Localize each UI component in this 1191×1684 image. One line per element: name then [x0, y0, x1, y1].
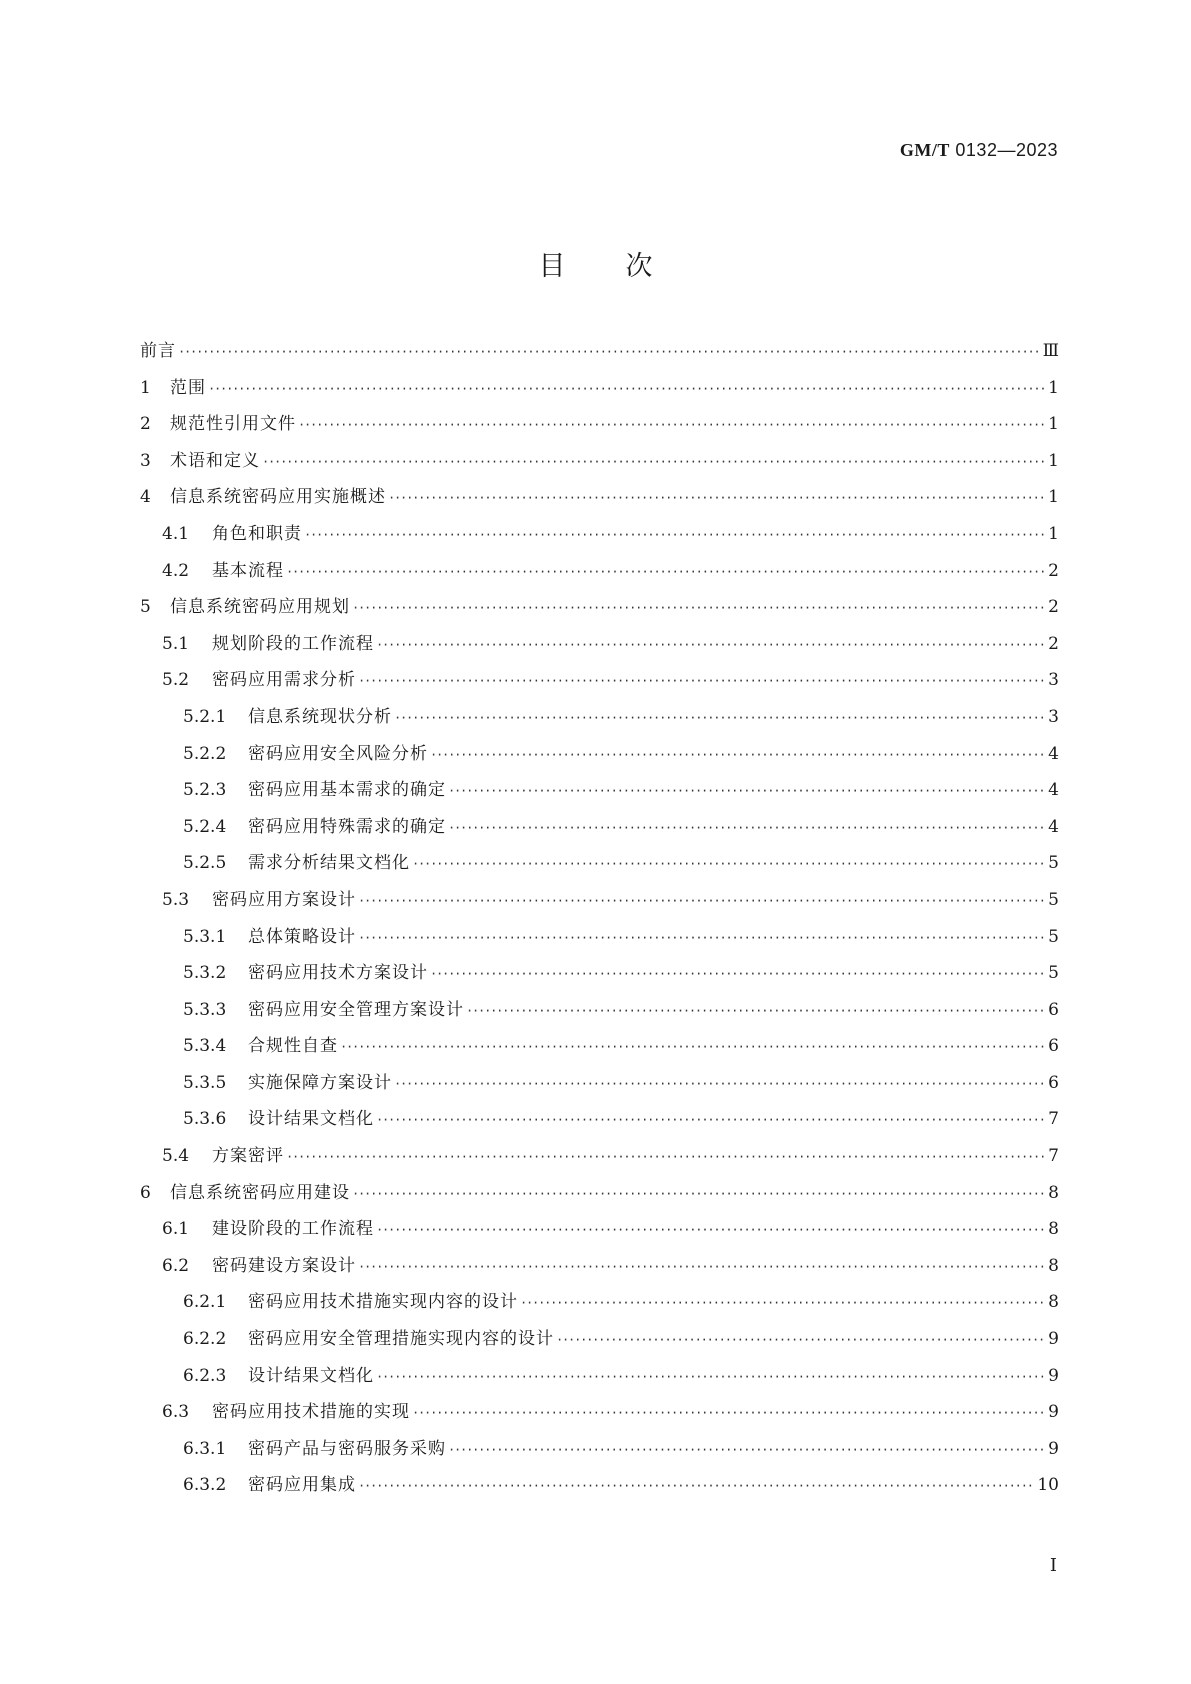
toc-dot-leader — [304, 523, 1046, 547]
toc-entry-number: 5.3.4 — [183, 1036, 227, 1057]
toc-dot-leader — [448, 1438, 1046, 1462]
toc-entry-page: 8 — [1048, 1255, 1059, 1276]
toc-entry[interactable] — [140, 705, 1059, 742]
toc-entry-title: 密码应用技术措施的实现 — [212, 1402, 410, 1423]
toc-dot-leader — [430, 743, 1046, 767]
toc-entry[interactable] — [140, 961, 1059, 998]
toc-entry[interactable] — [140, 815, 1059, 852]
toc-entry[interactable] — [140, 778, 1059, 815]
toc-dot-leader — [412, 1401, 1046, 1425]
page-number: I — [1049, 1555, 1057, 1576]
toc-dot-leader — [262, 450, 1046, 474]
toc-entry[interactable] — [140, 412, 1059, 449]
toc-entry-title: 密码应用方案设计 — [212, 889, 356, 910]
toc-entry-number: 6.2.1 — [183, 1292, 227, 1313]
toc-entry-title: 密码产品与密码服务采购 — [248, 1438, 446, 1459]
toc-dot-leader — [358, 926, 1046, 950]
table-of-contents — [140, 339, 1059, 1510]
toc-entry-title: 实施保障方案设计 — [248, 1072, 392, 1093]
toc-entry[interactable] — [140, 522, 1059, 559]
toc-entry[interactable] — [140, 1217, 1059, 1254]
toc-entry-title: 密码应用安全风险分析 — [248, 743, 428, 764]
toc-entry[interactable] — [140, 1254, 1059, 1291]
toc-dot-leader — [412, 852, 1046, 876]
standard-prefix: GM/T — [899, 140, 950, 160]
toc-entry-number: 6.2.2 — [183, 1329, 227, 1350]
toc-entry-title: 总体策略设计 — [248, 926, 356, 947]
toc-entry-number: 5.3.5 — [183, 1072, 227, 1093]
toc-entry-title: 信息系统现状分析 — [248, 706, 392, 727]
toc-entry-page: 4 — [1048, 816, 1059, 837]
toc-entry-page: 3 — [1048, 706, 1059, 727]
toc-entry-page: 1 — [1048, 377, 1059, 398]
toc-entry[interactable] — [140, 925, 1059, 962]
toc-dot-leader — [340, 1035, 1046, 1059]
toc-dot-leader — [388, 486, 1046, 510]
toc-entry-number: 5.4 — [162, 1146, 190, 1167]
toc-dot-leader — [286, 1145, 1046, 1169]
toc-dot-leader — [394, 1072, 1046, 1096]
toc-entry-page: 7 — [1048, 1109, 1059, 1130]
toc-dot-leader — [358, 889, 1046, 913]
toc-entry-page: 9 — [1048, 1329, 1059, 1350]
toc-entry-number: 5.3.1 — [183, 926, 227, 947]
toc-entry-page: 8 — [1048, 1182, 1059, 1203]
toc-entry-number: 4 — [140, 487, 151, 508]
toc-dot-leader — [394, 706, 1046, 730]
toc-entry-title: 密码应用安全管理措施实现内容的设计 — [248, 1329, 554, 1350]
toc-entry-number: 5.1 — [162, 633, 190, 654]
toc-entry-title: 规范性引用文件 — [170, 414, 296, 435]
toc-entry[interactable] — [140, 1364, 1059, 1401]
toc-entry-page: 5 — [1048, 889, 1059, 910]
toc-entry-page: 1 — [1048, 414, 1059, 435]
toc-entry-page: 6 — [1048, 999, 1059, 1020]
toc-dot-leader — [376, 633, 1046, 657]
toc-entry-title: 基本流程 — [212, 560, 284, 581]
toc-entry-title: 设计结果文档化 — [248, 1109, 374, 1130]
toc-entry-title: 角色和职责 — [212, 523, 302, 544]
toc-entry[interactable] — [140, 1034, 1059, 1071]
toc-dot-leader — [448, 816, 1046, 840]
toc-dot-leader — [298, 413, 1046, 437]
toc-entry-page: 4 — [1048, 743, 1059, 764]
toc-dot-leader — [352, 596, 1046, 620]
toc-entry-title: 密码应用技术措施实现内容的设计 — [248, 1292, 518, 1313]
toc-entry-title: 密码应用特殊需求的确定 — [248, 816, 446, 837]
page-title: 目次 — [538, 251, 713, 282]
toc-entry[interactable] — [140, 851, 1059, 888]
toc-entry-number: 4.2 — [162, 560, 190, 581]
toc-entry-page: 1 — [1048, 523, 1059, 544]
toc-entry-page: 6 — [1048, 1036, 1059, 1057]
toc-entry[interactable] — [140, 1107, 1059, 1144]
toc-entry[interactable] — [140, 595, 1059, 632]
toc-entry[interactable] — [140, 376, 1059, 413]
toc-entry-page: 8 — [1048, 1292, 1059, 1313]
toc-entry-page: 5 — [1048, 926, 1059, 947]
toc-entry-number: 5.2.4 — [183, 816, 227, 837]
toc-entry[interactable] — [140, 632, 1059, 669]
toc-entry-page: Ⅲ — [1042, 341, 1059, 361]
toc-entry-page: 2 — [1048, 633, 1059, 654]
toc-entry-number: 1 — [140, 377, 151, 398]
toc-entry-number: 6.3.1 — [183, 1438, 227, 1459]
toc-dot-leader — [556, 1328, 1046, 1352]
toc-entry[interactable] — [140, 1144, 1059, 1181]
toc-entry[interactable] — [140, 485, 1059, 522]
toc-entry-page: 5 — [1048, 963, 1059, 984]
toc-entry-page: 3 — [1048, 670, 1059, 691]
toc-entry-page: 5 — [1048, 853, 1059, 874]
toc-entry-title: 密码应用基本需求的确定 — [248, 780, 446, 801]
toc-entry-page: 1 — [1048, 487, 1059, 508]
toc-dot-leader — [352, 1182, 1046, 1206]
toc-entry[interactable] — [140, 1290, 1059, 1327]
toc-entry-title: 信息系统密码应用规划 — [170, 597, 350, 618]
toc-entry-page: 9 — [1048, 1402, 1059, 1423]
toc-entry-page: 6 — [1048, 1072, 1059, 1093]
toc-entry-page: 4 — [1048, 780, 1059, 801]
toc-entry-number: 4.1 — [162, 523, 190, 544]
toc-dot-leader — [376, 1365, 1046, 1389]
toc-dot-leader — [520, 1291, 1046, 1315]
toc-entry-number: 6.1 — [162, 1219, 190, 1240]
toc-entry-number: 5.3.2 — [183, 963, 227, 984]
toc-entry-number: 5.3.6 — [183, 1109, 227, 1130]
toc-entry-title: 范围 — [170, 377, 206, 398]
standard-code — [900, 140, 1058, 161]
toc-entry-page: 8 — [1048, 1219, 1059, 1240]
toc-dot-leader — [178, 340, 1041, 364]
toc-entry-title: 设计结果文档化 — [248, 1365, 374, 1386]
toc-entry-number: 5.3 — [162, 889, 190, 910]
toc-entry-number: 5.2 — [162, 670, 190, 691]
toc-entry-title: 方案密评 — [212, 1146, 284, 1167]
toc-entry-title: 密码应用安全管理方案设计 — [248, 999, 464, 1020]
toc-entry-number: 6.2.3 — [183, 1365, 227, 1386]
toc-entry[interactable] — [140, 449, 1059, 486]
toc-entry-title: 前言 — [140, 341, 176, 361]
toc-entry-number: 3 — [140, 450, 151, 471]
toc-entry-number: 5.2.5 — [183, 853, 227, 874]
toc-entry[interactable] — [140, 1473, 1059, 1510]
toc-entry-number: 5.3.3 — [183, 999, 227, 1020]
toc-entry-page: 9 — [1048, 1438, 1059, 1459]
toc-entry-page: 10 — [1037, 1475, 1059, 1496]
toc-entry[interactable] — [140, 559, 1059, 596]
toc-entry-title: 建设阶段的工作流程 — [212, 1219, 374, 1240]
toc-entry-page: 9 — [1048, 1365, 1059, 1386]
toc-dot-leader — [358, 1255, 1046, 1279]
toc-entry[interactable] — [140, 668, 1059, 705]
toc-entry-number: 5 — [140, 597, 151, 618]
toc-entry[interactable] — [140, 339, 1059, 376]
standard-number: 0132—2023 — [955, 140, 1058, 160]
toc-entry-title: 密码建设方案设计 — [212, 1255, 356, 1276]
toc-entry[interactable] — [140, 1181, 1059, 1218]
toc-dot-leader — [208, 377, 1046, 401]
toc-entry-number: 6 — [140, 1182, 151, 1203]
toc-dot-leader — [358, 669, 1046, 693]
toc-entry-number: 5.2.3 — [183, 780, 227, 801]
toc-dot-leader — [376, 1108, 1046, 1132]
toc-dot-leader — [376, 1218, 1046, 1242]
toc-entry[interactable] — [140, 742, 1059, 779]
toc-entry-title: 需求分析结果文档化 — [248, 853, 410, 874]
toc-entry-title: 术语和定义 — [170, 450, 260, 471]
toc-entry-title: 信息系统密码应用建设 — [170, 1182, 350, 1203]
toc-dot-leader — [466, 999, 1046, 1023]
toc-entry[interactable] — [140, 1071, 1059, 1108]
toc-entry[interactable] — [140, 1327, 1059, 1364]
toc-entry-page: 7 — [1048, 1146, 1059, 1167]
toc-dot-leader — [430, 962, 1046, 986]
toc-entry[interactable] — [140, 998, 1059, 1035]
toc-entry[interactable] — [140, 888, 1059, 925]
toc-entry[interactable] — [140, 1437, 1059, 1474]
toc-entry-number: 2 — [140, 414, 151, 435]
toc-entry-title: 规划阶段的工作流程 — [212, 633, 374, 654]
toc-entry-page: 2 — [1048, 560, 1059, 581]
toc-entry-title: 合规性自查 — [248, 1036, 338, 1057]
toc-dot-leader — [358, 1474, 1035, 1498]
toc-entry-number: 6.3 — [162, 1402, 190, 1423]
toc-entry-title: 密码应用需求分析 — [212, 670, 356, 691]
toc-entry[interactable] — [140, 1400, 1059, 1437]
toc-entry-number: 6.3.2 — [183, 1475, 227, 1496]
toc-dot-leader — [448, 779, 1046, 803]
toc-entry-page: 1 — [1048, 450, 1059, 471]
toc-entry-title: 信息系统密码应用实施概述 — [170, 487, 386, 508]
toc-entry-number: 5.2.2 — [183, 743, 227, 764]
toc-entry-number: 6.2 — [162, 1255, 190, 1276]
toc-entry-page: 2 — [1048, 597, 1059, 618]
toc-entry-title: 密码应用技术方案设计 — [248, 963, 428, 984]
toc-entry-title: 密码应用集成 — [248, 1475, 356, 1496]
toc-dot-leader — [286, 560, 1046, 584]
toc-entry-number: 5.2.1 — [183, 706, 227, 727]
